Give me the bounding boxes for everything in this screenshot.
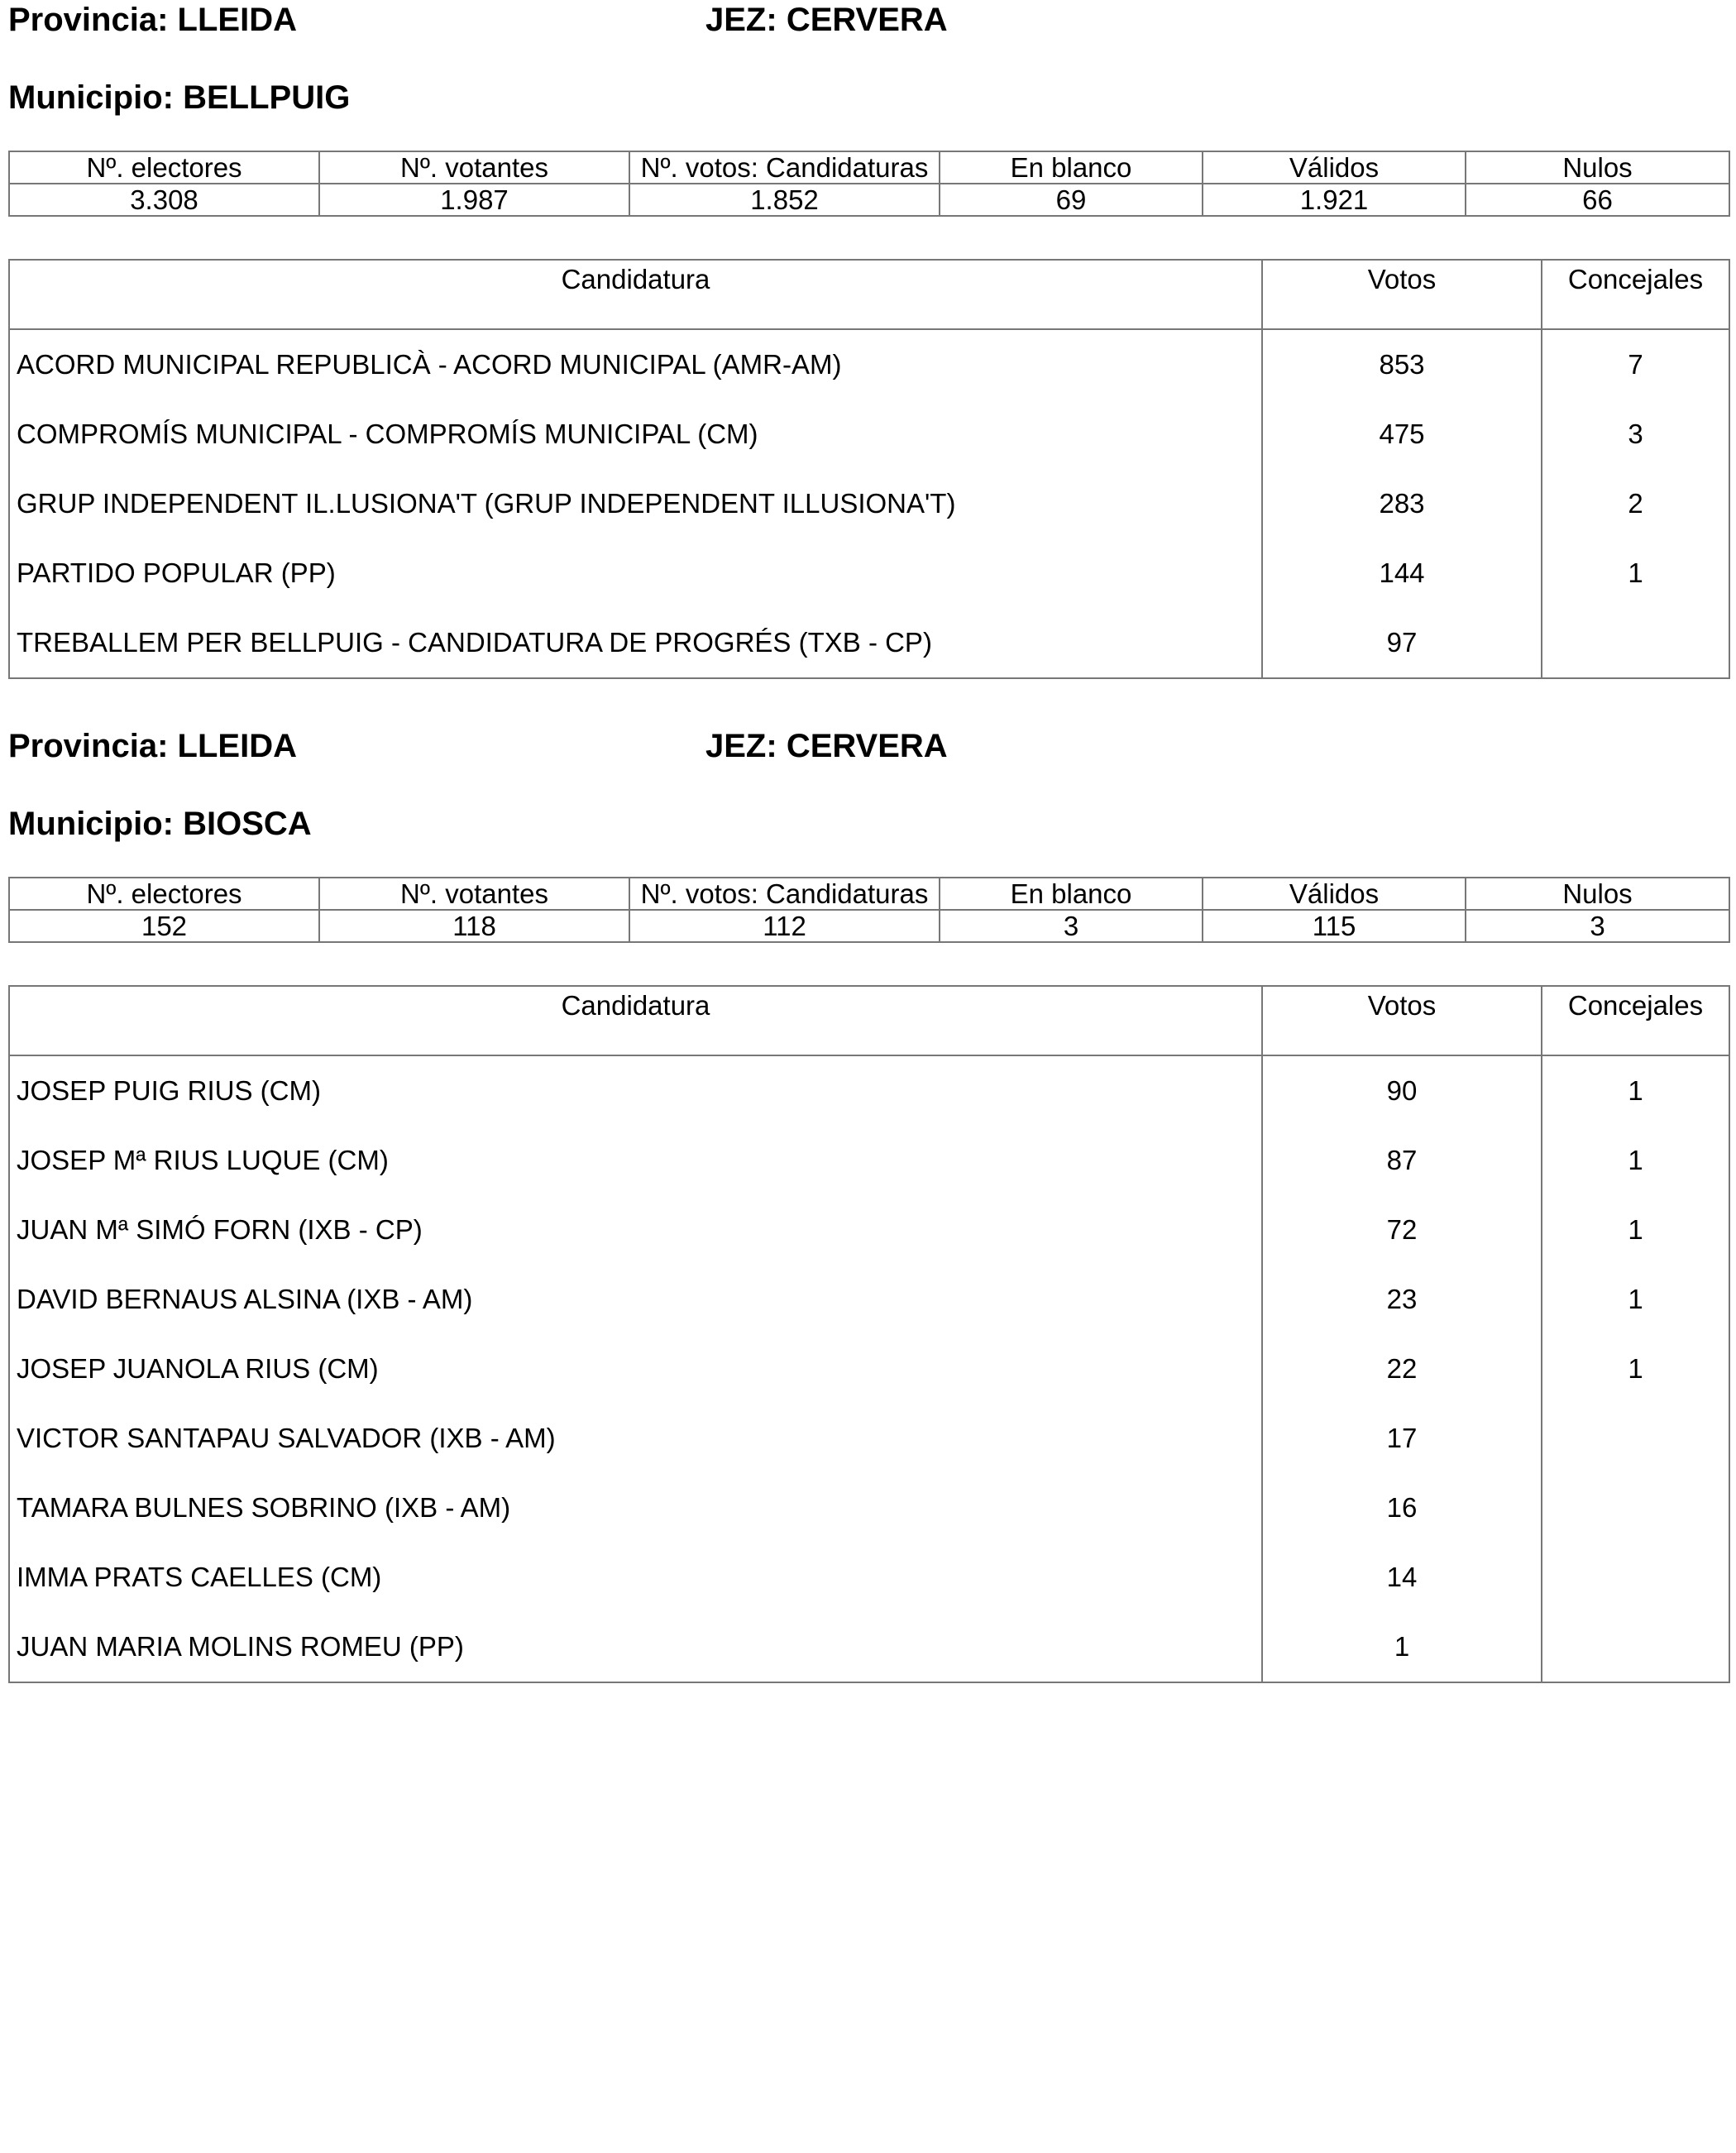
summary-value-electores: 3.308 [9, 184, 319, 216]
results-header-votos: Votos [1262, 986, 1542, 1055]
summary-value-en-blanco: 3 [940, 910, 1203, 942]
candidatura-name: TAMARA BULNES SOBRINO (IXB - AM) [9, 1473, 1262, 1543]
results-row [9, 1404, 1729, 1473]
candidatura-name: JOSEP JUANOLA RIUS (CM) [9, 1334, 1262, 1404]
province-line [8, 726, 948, 766]
candidatura-concejales: 1 [1542, 1265, 1729, 1334]
candidatura-concejales: 1 [1542, 1126, 1729, 1195]
candidatura-name: PARTIDO POPULAR (PP) [9, 538, 1262, 608]
candidatura-name: COMPROMÍS MUNICIPAL - COMPROMÍS MUNICIPAL (CM) [9, 400, 1262, 469]
summary-value-row [9, 184, 1729, 216]
summary-header-en-blanco: En blanco [940, 878, 1203, 910]
results-row [9, 329, 1729, 400]
jez-value: CERVERA [786, 728, 948, 764]
summary-value-nulos: 3 [1466, 910, 1729, 942]
results-row [9, 1543, 1729, 1612]
summary-table [8, 151, 1730, 217]
candidatura-votos: 14 [1262, 1543, 1542, 1612]
summary-value-votantes: 118 [319, 910, 629, 942]
results-row [9, 1195, 1729, 1265]
candidatura-name: JUAN MARIA MOLINS ROMEU (PP) [9, 1612, 1262, 1682]
summary-value-validos: 1.921 [1203, 184, 1466, 216]
candidatura-votos: 853 [1262, 329, 1542, 400]
results-row [9, 1612, 1729, 1682]
summary-value-en-blanco: 69 [940, 184, 1203, 216]
candidatura-name: VICTOR SANTAPAU SALVADOR (IXB - AM) [9, 1404, 1262, 1473]
jez-block [705, 726, 948, 766]
candidatura-concejales: 1 [1542, 538, 1729, 608]
candidatura-votos: 144 [1262, 538, 1542, 608]
summary-header-nulos: Nulos [1466, 151, 1729, 184]
results-row [9, 1473, 1729, 1543]
summary-header-validos: Válidos [1203, 878, 1466, 910]
summary-value-row [9, 910, 1729, 942]
candidatura-name: JOSEP Mª RIUS LUQUE (CM) [9, 1126, 1262, 1195]
summary-header-row [9, 878, 1729, 910]
summary-table [8, 877, 1730, 943]
results-header-candidatura: Candidatura [9, 260, 1262, 329]
candidatura-concejales: 1 [1542, 1055, 1729, 1126]
results-row [9, 469, 1729, 538]
candidatura-name: ACORD MUNICIPAL REPUBLICÀ - ACORD MUNICIPAL (AMR-AM) [9, 329, 1262, 400]
results-row [9, 1265, 1729, 1334]
jez-block [705, 0, 948, 40]
candidatura-concejales [1542, 1473, 1729, 1543]
results-header-votos: Votos [1262, 260, 1542, 329]
summary-header-votos-candidaturas: Nº. votos: Candidaturas [629, 151, 940, 184]
province-line [8, 0, 948, 40]
municipio-line [8, 804, 312, 844]
candidatura-name: TREBALLEM PER BELLPUIG - CANDIDATURA DE PROGRÉS (TXB - CP) [9, 608, 1262, 678]
candidatura-votos: 72 [1262, 1195, 1542, 1265]
results-header-row [9, 260, 1729, 329]
municipio-label: Municipio: [8, 79, 174, 116]
candidatura-concejales: 1 [1542, 1334, 1729, 1404]
summary-value-votantes: 1.987 [319, 184, 629, 216]
candidatura-votos: 23 [1262, 1265, 1542, 1334]
summary-header-nulos: Nulos [1466, 878, 1729, 910]
candidatura-name: GRUP INDEPENDENT IL.LUSIONA'T (GRUP INDEPENDENT ILLUSIONA'T) [9, 469, 1262, 538]
jez-label: JEZ: [705, 728, 777, 764]
municipio-line [8, 78, 350, 117]
candidatura-concejales: 3 [1542, 400, 1729, 469]
summary-value-votos-candidaturas: 1.852 [629, 184, 940, 216]
summary-header-electores: Nº. electores [9, 151, 319, 184]
jez-value: CERVERA [786, 2, 948, 38]
summary-value-electores: 152 [9, 910, 319, 942]
results-table [8, 985, 1730, 1683]
municipio-value: BIOSCA [183, 806, 312, 842]
candidatura-votos: 17 [1262, 1404, 1542, 1473]
candidatura-name: DAVID BERNAUS ALSINA (IXB - AM) [9, 1265, 1262, 1334]
summary-value-nulos: 66 [1466, 184, 1729, 216]
candidatura-name: JUAN Mª SIMÓ FORN (IXB - CP) [9, 1195, 1262, 1265]
candidatura-votos: 475 [1262, 400, 1542, 469]
candidatura-concejales [1542, 1612, 1729, 1682]
summary-header-votantes: Nº. votantes [319, 151, 629, 184]
results-row [9, 1334, 1729, 1404]
summary-header-votos-candidaturas: Nº. votos: Candidaturas [629, 878, 940, 910]
jez-label: JEZ: [705, 2, 777, 38]
summary-header-row [9, 151, 1729, 184]
results-header-concejales: Concejales [1542, 986, 1729, 1055]
candidatura-votos: 1 [1262, 1612, 1542, 1682]
results-row [9, 1055, 1729, 1126]
summary-header-en-blanco: En blanco [940, 151, 1203, 184]
candidatura-concejales [1542, 1404, 1729, 1473]
provincia-label: Provincia: [8, 2, 169, 38]
summary-value-votos-candidaturas: 112 [629, 910, 940, 942]
municipio-value: BELLPUIG [183, 79, 351, 116]
candidatura-votos: 97 [1262, 608, 1542, 678]
results-header-candidatura: Candidatura [9, 986, 1262, 1055]
summary-header-votantes: Nº. votantes [319, 878, 629, 910]
results-row [9, 1126, 1729, 1195]
candidatura-votos: 16 [1262, 1473, 1542, 1543]
candidatura-votos: 22 [1262, 1334, 1542, 1404]
candidatura-concejales [1542, 608, 1729, 678]
provincia-label: Provincia: [8, 728, 169, 764]
candidatura-votos: 283 [1262, 469, 1542, 538]
provincia-value: LLEIDA [177, 728, 297, 764]
candidatura-votos: 87 [1262, 1126, 1542, 1195]
candidatura-votos: 90 [1262, 1055, 1542, 1126]
municipio-label: Municipio: [8, 806, 174, 842]
candidatura-concejales [1542, 1543, 1729, 1612]
candidatura-concejales: 1 [1542, 1195, 1729, 1265]
results-header-concejales: Concejales [1542, 260, 1729, 329]
results-row [9, 538, 1729, 608]
summary-value-validos: 115 [1203, 910, 1466, 942]
results-table [8, 259, 1730, 679]
summary-header-validos: Válidos [1203, 151, 1466, 184]
results-header-row [9, 986, 1729, 1055]
summary-header-electores: Nº. electores [9, 878, 319, 910]
candidatura-concejales: 2 [1542, 469, 1729, 538]
candidatura-concejales: 7 [1542, 329, 1729, 400]
results-row [9, 400, 1729, 469]
candidatura-name: IMMA PRATS CAELLES (CM) [9, 1543, 1262, 1612]
provincia-value: LLEIDA [177, 2, 297, 38]
results-row [9, 608, 1729, 678]
candidatura-name: JOSEP PUIG RIUS (CM) [9, 1055, 1262, 1126]
